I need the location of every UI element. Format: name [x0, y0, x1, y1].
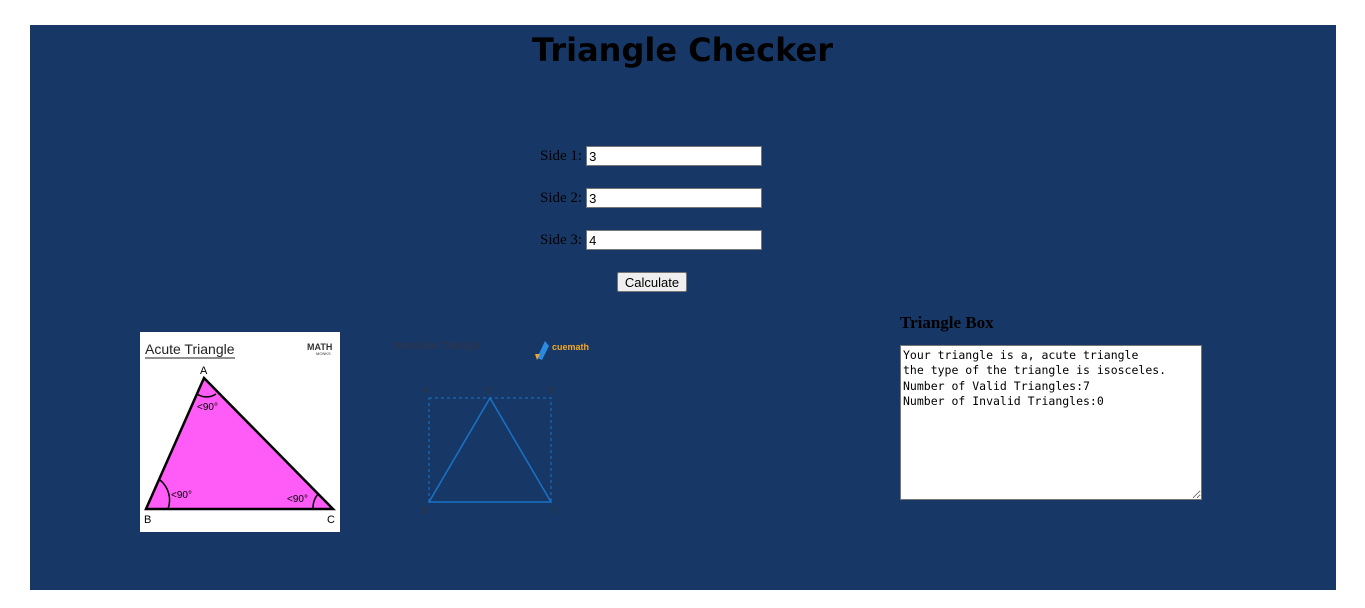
side2-input[interactable]	[586, 188, 762, 208]
side2-label: Side 2:	[540, 189, 583, 206]
isosceles-triangle-image	[385, 332, 605, 532]
cuemath-brand: cuemath	[552, 342, 590, 352]
triangle-box-title: Triangle Box	[900, 313, 994, 332]
iso-triangle-shape	[429, 398, 551, 502]
vertex-a-label: A	[200, 365, 208, 377]
side3-input[interactable]	[586, 230, 762, 250]
rocket-icon	[537, 341, 549, 360]
acute-title: Acute Triangle	[145, 341, 235, 357]
cuemath-logo	[535, 341, 589, 360]
iso-dashed-box	[429, 398, 551, 502]
math-monks-sub: MONKS	[316, 351, 331, 356]
angle-c-label: <90°	[287, 494, 308, 505]
isosceles-title: Isosceles Triangle	[393, 340, 482, 352]
side1-row	[540, 145, 762, 167]
acute-triangle-svg	[140, 332, 340, 532]
side3-label: Side 3:	[540, 231, 583, 248]
isosceles-triangle-svg	[385, 332, 605, 532]
iso-vertex-d: D	[486, 386, 492, 395]
side3-row	[540, 229, 762, 251]
iso-vertex-b-top: B	[548, 386, 554, 395]
angle-a-label: <90°	[197, 402, 218, 413]
page-title: Triangle Checker	[532, 31, 833, 69]
calculate-button[interactable]: Calculate	[617, 272, 687, 292]
math-monks-logo: MATH	[307, 342, 333, 352]
acute-triangle-image	[140, 332, 340, 532]
vertex-c-label: C	[327, 514, 335, 526]
vertex-b-label: B	[144, 514, 152, 526]
iso-vertex-a: A	[423, 386, 429, 395]
result-textarea[interactable]	[900, 345, 1202, 500]
side1-label: Side 1:	[540, 147, 583, 164]
iso-vertex-c: C	[552, 506, 558, 515]
iso-vertex-b: B	[422, 506, 428, 515]
side1-input[interactable]	[586, 146, 762, 166]
side2-row	[540, 187, 762, 209]
angle-b-label: <90°	[171, 490, 192, 501]
